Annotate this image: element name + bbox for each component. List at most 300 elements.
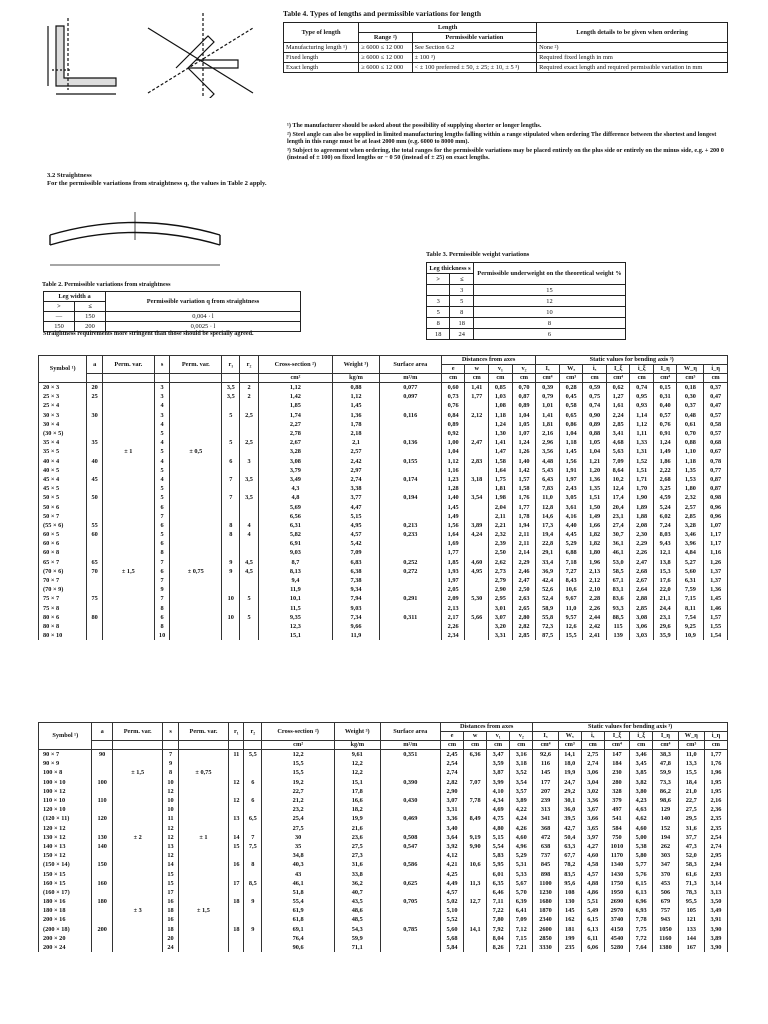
value-cell: 2,50: [489, 548, 513, 557]
value-cell: 6,15: [581, 915, 604, 924]
value-cell: 87,5: [536, 631, 560, 640]
value-cell: 0,79: [536, 392, 560, 401]
header-v2: v₂: [512, 365, 536, 374]
value-cell: 29,1: [536, 548, 560, 557]
value-cell: 71,3: [678, 879, 704, 888]
value-cell: [170, 475, 222, 484]
value-cell: 3,25: [653, 484, 677, 493]
value-cell: [380, 906, 441, 915]
value-cell: 7,07: [464, 778, 487, 787]
value-cell: 184: [604, 759, 630, 768]
symbol-cell: 35 × 4: [39, 438, 87, 447]
value-cell: 1,88: [630, 512, 654, 521]
value-cell: 6,38: [333, 567, 380, 576]
value-cell: 152: [653, 824, 679, 833]
value-cell: 76,4: [262, 934, 335, 943]
value-cell: 6,56: [258, 512, 333, 521]
value-cell: 2,95: [489, 594, 513, 603]
value-cell: 5,63: [606, 447, 630, 456]
value-cell: 9,03: [258, 548, 333, 557]
value-cell: 4,24: [510, 814, 533, 823]
value-cell: 239: [533, 796, 559, 805]
table3-cell: 5: [450, 296, 474, 307]
value-cell: 1,45: [704, 594, 728, 603]
value-cell: [465, 466, 489, 475]
value-cell: 6: [244, 796, 262, 805]
value-cell: 0,89: [512, 401, 536, 410]
value-cell: 8: [222, 521, 240, 530]
value-cell: [112, 934, 163, 943]
header-unit: cm: [704, 741, 727, 750]
value-cell: 4,3: [258, 484, 333, 493]
value-cell: 59,9: [335, 934, 381, 943]
value-cell: 4,60: [510, 833, 533, 842]
value-cell: 845: [533, 860, 559, 869]
value-cell: [244, 943, 262, 952]
value-cell: [379, 466, 441, 475]
value-cell: 1,56: [441, 521, 465, 530]
value-cell: 30,7: [606, 530, 630, 539]
value-cell: 40: [87, 457, 103, 466]
table-row: [39, 934, 728, 943]
value-cell: 5,49: [581, 906, 604, 915]
value-cell: 1,58: [512, 484, 536, 493]
value-cell: 43,5: [335, 897, 381, 906]
value-cell: [170, 493, 222, 502]
table-row: [39, 521, 728, 530]
value-cell: 3,57: [510, 787, 533, 796]
value-cell: [240, 466, 258, 475]
value-cell: 42,4: [536, 576, 560, 585]
table-row: [39, 401, 728, 410]
value-cell: 18,0: [558, 759, 581, 768]
value-cell: 3,16: [510, 750, 533, 760]
header-cross-section: Cross-section ²): [262, 723, 335, 741]
header-perm-a: Perm. var.: [112, 723, 163, 741]
section-text: For the permissible variations from straightness q, the values in Table 2 apply.: [47, 180, 267, 187]
properties-table-upper: [38, 355, 728, 640]
value-cell: [92, 805, 112, 814]
value-cell: 1,16: [704, 548, 728, 557]
value-cell: 1,77: [704, 750, 727, 760]
header-static: Static values for bending axis ³): [533, 723, 728, 732]
value-cell: 0,70: [677, 429, 704, 438]
table4-note: ²) Steel angle can also be supplied in limited manufacturing lengths falling within a range stipulated when ordering The difference between the shortest and longest length in this range must be at least 2000 mm (e.g. 6000 to 8000 mm).: [287, 130, 717, 146]
header-v2: v₂: [510, 732, 533, 741]
value-cell: 2,5: [240, 438, 258, 447]
value-cell: 757: [653, 906, 679, 915]
value-cell: 1,45: [441, 502, 465, 511]
value-cell: [170, 521, 222, 530]
value-cell: 27,5: [678, 805, 704, 814]
value-cell: 10,6: [464, 860, 487, 869]
value-cell: 14,1: [558, 750, 581, 760]
table-row: [39, 759, 728, 768]
table4-header-range: Range ²): [359, 33, 413, 43]
value-cell: 0,233: [379, 530, 441, 539]
table3-cell: 3: [450, 285, 474, 296]
symbol-cell: 160 × 15: [39, 879, 92, 888]
value-cell: [244, 768, 262, 777]
value-cell: 0,272: [379, 567, 441, 576]
value-cell: 61,9: [262, 906, 335, 915]
value-cell: 60: [87, 530, 103, 539]
value-cell: [170, 530, 222, 539]
value-cell: 2,1: [333, 438, 380, 447]
value-cell: 5: [154, 484, 170, 493]
value-cell: 50,4: [558, 833, 581, 842]
value-cell: 1,47: [489, 447, 513, 456]
value-cell: 4,8: [258, 493, 333, 502]
value-cell: [379, 512, 441, 521]
value-cell: 2,27: [258, 420, 333, 429]
value-cell: 9,34: [333, 585, 380, 594]
header-unit: kg/m: [335, 741, 381, 750]
value-cell: 2,08: [630, 521, 654, 530]
value-cell: [464, 869, 487, 878]
header-e: e: [441, 732, 464, 741]
value-cell: 1,51: [583, 493, 607, 502]
value-cell: [170, 613, 222, 622]
value-cell: 9: [163, 759, 178, 768]
value-cell: 19,2: [262, 778, 335, 787]
value-cell: [240, 429, 258, 438]
value-cell: 2,96: [536, 438, 560, 447]
value-cell: 2,74: [704, 842, 727, 851]
value-cell: [465, 484, 489, 493]
value-cell: 3330: [533, 943, 559, 952]
value-cell: [112, 750, 163, 760]
value-cell: [222, 512, 240, 521]
value-cell: 1,36: [333, 411, 380, 420]
value-cell: 3,80: [630, 787, 653, 796]
value-cell: 1,64: [441, 530, 465, 539]
table4-header-length: Length: [359, 23, 537, 33]
value-cell: [87, 512, 103, 521]
value-cell: 4540: [604, 934, 630, 943]
value-cell: [92, 851, 112, 860]
value-cell: 2,94: [704, 860, 727, 869]
value-cell: [102, 466, 154, 475]
value-cell: 4,95: [333, 521, 380, 530]
value-cell: 0,77: [704, 466, 728, 475]
value-cell: 5,38: [630, 842, 653, 851]
value-cell: 9,35: [258, 613, 333, 622]
value-cell: 6,36: [464, 750, 487, 760]
table-row: [39, 750, 728, 760]
value-cell: 130: [558, 897, 581, 906]
value-cell: [87, 447, 103, 456]
value-cell: 36,1: [606, 539, 630, 548]
value-cell: 43: [262, 869, 335, 878]
value-cell: [240, 502, 258, 511]
value-cell: [229, 934, 244, 943]
value-cell: 0,61: [677, 420, 704, 429]
value-cell: 4,34: [487, 796, 510, 805]
header-unit: cm: [630, 741, 653, 750]
table-row: [39, 768, 728, 777]
value-cell: 12: [163, 787, 178, 796]
value-cell: 1,24: [489, 420, 513, 429]
value-cell: 15: [163, 869, 178, 878]
value-cell: 1,24: [653, 438, 677, 447]
table3-title: Table 3. Permissible weight variations: [426, 251, 530, 258]
value-cell: [222, 539, 240, 548]
value-cell: 24,4: [653, 604, 677, 613]
value-cell: 4,16: [559, 512, 583, 521]
value-cell: [464, 888, 487, 897]
value-cell: 8,11: [677, 604, 704, 613]
table-row: [39, 447, 728, 456]
value-cell: ± 1,5: [178, 906, 229, 915]
value-cell: [170, 420, 222, 429]
value-cell: 0,469: [380, 814, 441, 823]
header-Iz: I_ξ: [606, 365, 630, 374]
value-cell: 12,4: [606, 484, 630, 493]
table2-header-le: ≤: [74, 302, 105, 312]
value-cell: 5,76: [630, 869, 653, 878]
table3-cell: 10: [473, 307, 625, 318]
value-cell: 5,02: [441, 897, 464, 906]
value-cell: 5,54: [487, 842, 510, 851]
value-cell: 4,60: [581, 851, 604, 860]
symbol-cell: 50 × 5: [39, 493, 87, 502]
table-row: [39, 502, 728, 511]
value-cell: 2,36: [704, 805, 727, 814]
value-cell: 0,57: [653, 411, 677, 420]
value-cell: 6,41: [510, 906, 533, 915]
value-cell: 7,92: [487, 925, 510, 934]
value-cell: 15,5: [262, 768, 335, 777]
value-cell: 7,12: [510, 925, 533, 934]
value-cell: 1,16: [441, 466, 465, 475]
header-r1: r₁: [229, 723, 244, 741]
value-cell: 4,95: [465, 567, 489, 576]
value-cell: 1,58: [489, 457, 513, 466]
value-cell: 47,3: [678, 842, 704, 851]
value-cell: 39,5: [558, 814, 581, 823]
value-cell: 3,46: [630, 750, 653, 760]
value-cell: [379, 539, 441, 548]
value-cell: 18: [229, 925, 244, 934]
header-unit: cm: [489, 374, 513, 383]
table-row: [39, 943, 728, 952]
symbol-cell: 35 × 5: [39, 447, 87, 456]
value-cell: [229, 888, 244, 897]
value-cell: 2,68: [653, 475, 677, 484]
value-cell: 3,77: [333, 493, 380, 502]
value-cell: [112, 851, 163, 860]
value-cell: 17,4: [606, 493, 630, 502]
value-cell: 0,95: [630, 392, 654, 401]
value-cell: 1,35: [583, 484, 607, 493]
value-cell: 36,9: [536, 567, 560, 576]
value-cell: 2,74: [333, 475, 380, 484]
symbol-cell: (30 × 5): [39, 429, 87, 438]
value-cell: 6,13: [581, 925, 604, 934]
header-unit: m²/m: [380, 741, 441, 750]
value-cell: 1,91: [559, 466, 583, 475]
value-cell: 5,00: [630, 833, 653, 842]
value-cell: 46,1: [262, 879, 335, 888]
value-cell: 1,40: [441, 493, 465, 502]
symbol-cell: 150 × 15: [39, 869, 92, 878]
value-cell: ± 3: [112, 906, 163, 915]
value-cell: 21,2: [262, 796, 335, 805]
value-cell: 2,16: [704, 796, 727, 805]
value-cell: 3: [240, 457, 258, 466]
symbol-cell: 60 × 8: [39, 548, 87, 557]
table3-cell: 18: [427, 329, 450, 340]
value-cell: 6,13: [630, 888, 653, 897]
value-cell: [102, 475, 154, 484]
value-cell: 8: [154, 622, 170, 631]
table4-cell: < ± 100 preferred ± 50, ± 25; ± 10, ± 5 ³): [412, 63, 536, 73]
value-cell: 35,9: [653, 631, 677, 640]
symbol-cell: 45 × 5: [39, 484, 87, 493]
value-cell: 5,43: [536, 466, 560, 475]
value-cell: 0,291: [379, 594, 441, 603]
value-cell: 110: [92, 796, 112, 805]
value-cell: 5: [240, 613, 258, 622]
value-cell: 1,50: [583, 502, 607, 511]
value-cell: 9: [154, 585, 170, 594]
value-cell: 25: [87, 392, 103, 401]
value-cell: 50: [87, 493, 103, 502]
value-cell: 30: [87, 411, 103, 420]
value-cell: 6,02: [653, 512, 677, 521]
value-cell: 1,97: [441, 576, 465, 585]
header-a: a: [87, 356, 103, 374]
value-cell: 1340: [604, 860, 630, 869]
value-cell: 5,95: [487, 860, 510, 869]
value-cell: 2,39: [489, 539, 513, 548]
value-cell: 0,174: [379, 475, 441, 484]
value-cell: 12,2: [335, 768, 381, 777]
value-cell: 0,59: [583, 383, 607, 393]
value-cell: 3,97: [581, 833, 604, 842]
table3-row: [427, 307, 626, 318]
value-cell: 31,6: [678, 824, 704, 833]
value-cell: [229, 759, 244, 768]
value-cell: 5,60: [677, 567, 704, 576]
value-cell: 36,0: [558, 805, 581, 814]
value-cell: 58,9: [536, 604, 560, 613]
value-cell: [379, 604, 441, 613]
header-s: s: [163, 723, 178, 741]
value-cell: 1,70: [630, 484, 654, 493]
value-cell: 1,80: [677, 484, 704, 493]
value-cell: [112, 897, 163, 906]
value-cell: 10: [154, 631, 170, 640]
value-cell: ± 0,5: [170, 447, 222, 456]
value-cell: 70: [87, 567, 103, 576]
value-cell: [170, 457, 222, 466]
value-cell: 2340: [533, 915, 559, 924]
value-cell: 2,29: [512, 558, 536, 567]
value-cell: 4: [154, 401, 170, 410]
value-cell: 3,08: [630, 613, 654, 622]
table2-note: Straightness requirements more stringent than those should be specially agreed.: [43, 330, 254, 337]
value-cell: [170, 558, 222, 567]
value-cell: 2,65: [512, 604, 536, 613]
value-cell: [229, 768, 244, 777]
value-cell: 1,95: [704, 787, 727, 796]
value-cell: 2,67: [258, 438, 333, 447]
symbol-cell: 200 × 20: [39, 934, 92, 943]
value-cell: 1,85: [441, 558, 465, 567]
header-ix: iₓ: [581, 732, 604, 741]
value-cell: 4,21: [441, 860, 464, 869]
value-cell: 3,89: [510, 796, 533, 805]
table4-cell: ≥ 6000 ≤ 12 000: [359, 43, 413, 53]
value-cell: [222, 622, 240, 631]
value-cell: 23,2: [262, 805, 335, 814]
value-cell: 52,6: [536, 585, 560, 594]
value-cell: 2,41: [583, 631, 607, 640]
table3-cell: 8: [450, 307, 474, 318]
value-cell: 0,136: [379, 438, 441, 447]
symbol-cell: (200 × 18): [39, 925, 92, 934]
value-cell: 0,097: [379, 392, 441, 401]
table-row: [39, 805, 728, 814]
value-cell: [178, 943, 229, 952]
value-cell: 0,73: [441, 392, 465, 401]
value-cell: 8,5: [244, 879, 262, 888]
value-cell: 3,18: [465, 475, 489, 484]
header-perm-a: Perm. var.: [102, 356, 154, 374]
value-cell: [178, 851, 229, 860]
table-row: [39, 429, 728, 438]
value-cell: [229, 805, 244, 814]
value-cell: 8: [244, 860, 262, 869]
value-cell: 2,42: [333, 457, 380, 466]
value-cell: 0,68: [704, 438, 728, 447]
value-cell: 5,82: [258, 530, 333, 539]
value-cell: 1,36: [704, 585, 728, 594]
symbol-cell: 30 × 4: [39, 420, 87, 429]
symbol-cell: 120 × 10: [39, 805, 92, 814]
value-cell: 2,09: [441, 594, 465, 603]
value-cell: 2,11: [489, 512, 513, 521]
value-cell: 2,05: [441, 585, 465, 594]
value-cell: 4,68: [606, 438, 630, 447]
value-cell: 4,24: [465, 530, 489, 539]
value-cell: 2,30: [630, 530, 654, 539]
value-cell: 0,57: [704, 429, 728, 438]
header-unit-s: [154, 374, 170, 383]
value-cell: 140: [653, 814, 679, 823]
value-cell: 7: [222, 493, 240, 502]
table3-cell: 5: [427, 307, 450, 318]
value-cell: [102, 493, 154, 502]
header-r2: r₂: [240, 356, 258, 374]
value-cell: 18,4: [678, 778, 704, 787]
value-cell: 1,78: [333, 420, 380, 429]
value-cell: [170, 594, 222, 603]
value-cell: [379, 420, 441, 429]
value-cell: 2,90: [489, 585, 513, 594]
value-cell: 7: [154, 576, 170, 585]
value-cell: 1100: [533, 879, 559, 888]
value-cell: 0,76: [653, 420, 677, 429]
value-cell: 29,2: [558, 787, 581, 796]
value-cell: 12,7: [464, 897, 487, 906]
value-cell: 0,91: [653, 429, 677, 438]
value-cell: 5,51: [581, 897, 604, 906]
value-cell: [178, 860, 229, 869]
value-cell: 3,31: [441, 805, 464, 814]
